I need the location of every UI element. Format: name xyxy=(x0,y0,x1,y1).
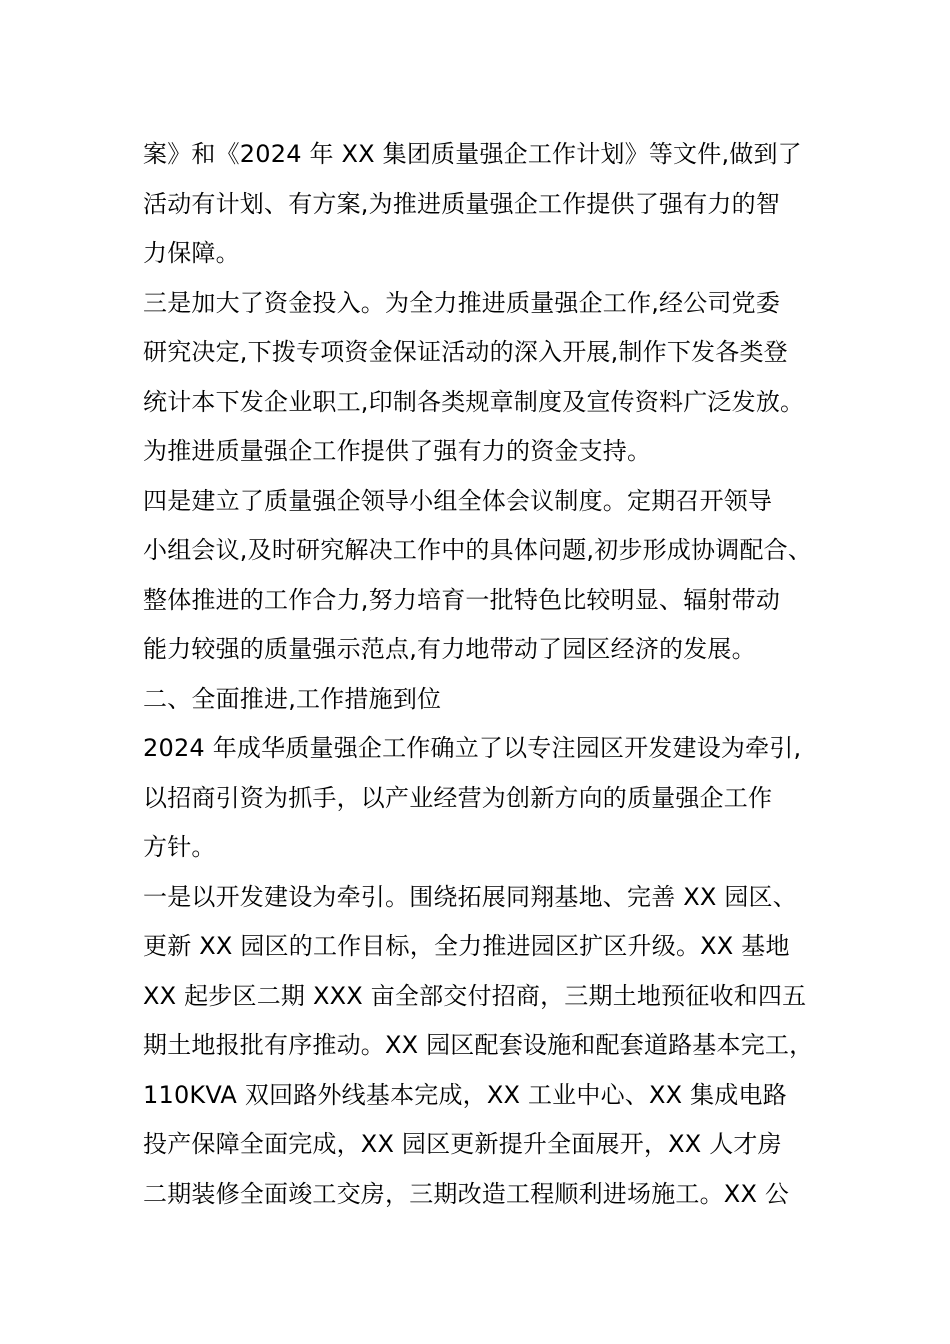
text-line: 以招商引资为抓手，以产业经营为创新方向的质量强企工作 xyxy=(143,783,773,812)
text-line: 研究决定,下拨专项资金保证活动的深入开展,制作下发各类登 xyxy=(143,338,788,366)
text-line: 期土地报批有序推动。XX 园区配套设施和配套道路基本完工， xyxy=(143,1031,814,1059)
text-line: 为推进质量强企工作提供了强有力的资金支持。 xyxy=(143,437,652,465)
text-line: 案》和《2024 年 XX 集团质量强企工作计划》等文件,做到了 xyxy=(143,140,802,168)
text-line: 投产保障全面完成，XX 园区更新提升全面展开，XX 人才房 xyxy=(143,1130,782,1158)
text-line: 能力较强的质量强示范点,有力地带动了园区经济的发展。 xyxy=(143,635,756,663)
text-line: 小组会议,及时研究解决工作中的具体问题,初步形成协调配合、 xyxy=(143,536,813,564)
text-line: 三是加大了资金投入。为全力推进质量强企工作,经公司党委 xyxy=(143,288,781,317)
document-body xyxy=(143,130,815,1219)
text-line: 方针。 xyxy=(143,833,216,861)
text-line: 四是建立了质量强企领导小组全体会议制度。定期召开领导 xyxy=(143,486,773,515)
text-line: 110KVA 双回路外线基本完成，XX 工业中心、XX 集成电路 xyxy=(143,1080,787,1109)
text-line: 力保障。 xyxy=(143,239,240,267)
text-line: 统计本下发企业职工,印制各类规章制度及宣传资料广泛发放。 xyxy=(143,387,805,416)
text-line: XX 起步区二期 XXX 亩全部交付招商，三期土地预征收和四五 xyxy=(143,981,807,1010)
text-line: 更新 XX 园区的工作目标，全力推进园区扩区升级。XX 基地 xyxy=(143,932,790,960)
section-heading: 二、全面推进,工作措施到位 xyxy=(143,684,442,713)
text-line: 二期装修全面竣工交房，三期改造工程顺利进场施工。XX 公 xyxy=(143,1179,790,1208)
text-line: 整体推进的工作合力,努力培育一批特色比较明显、辐射带动 xyxy=(143,585,781,614)
text-line: 活动有计划、有方案,为推进质量强企工作提供了强有力的智 xyxy=(143,189,781,218)
text-line: 2024 年成华质量强企工作确立了以专注园区开发建设为牵引, xyxy=(143,734,802,762)
text-line: 一是以开发建设为牵引。围绕拓展同翔基地、完善 XX 园区、 xyxy=(143,882,797,911)
